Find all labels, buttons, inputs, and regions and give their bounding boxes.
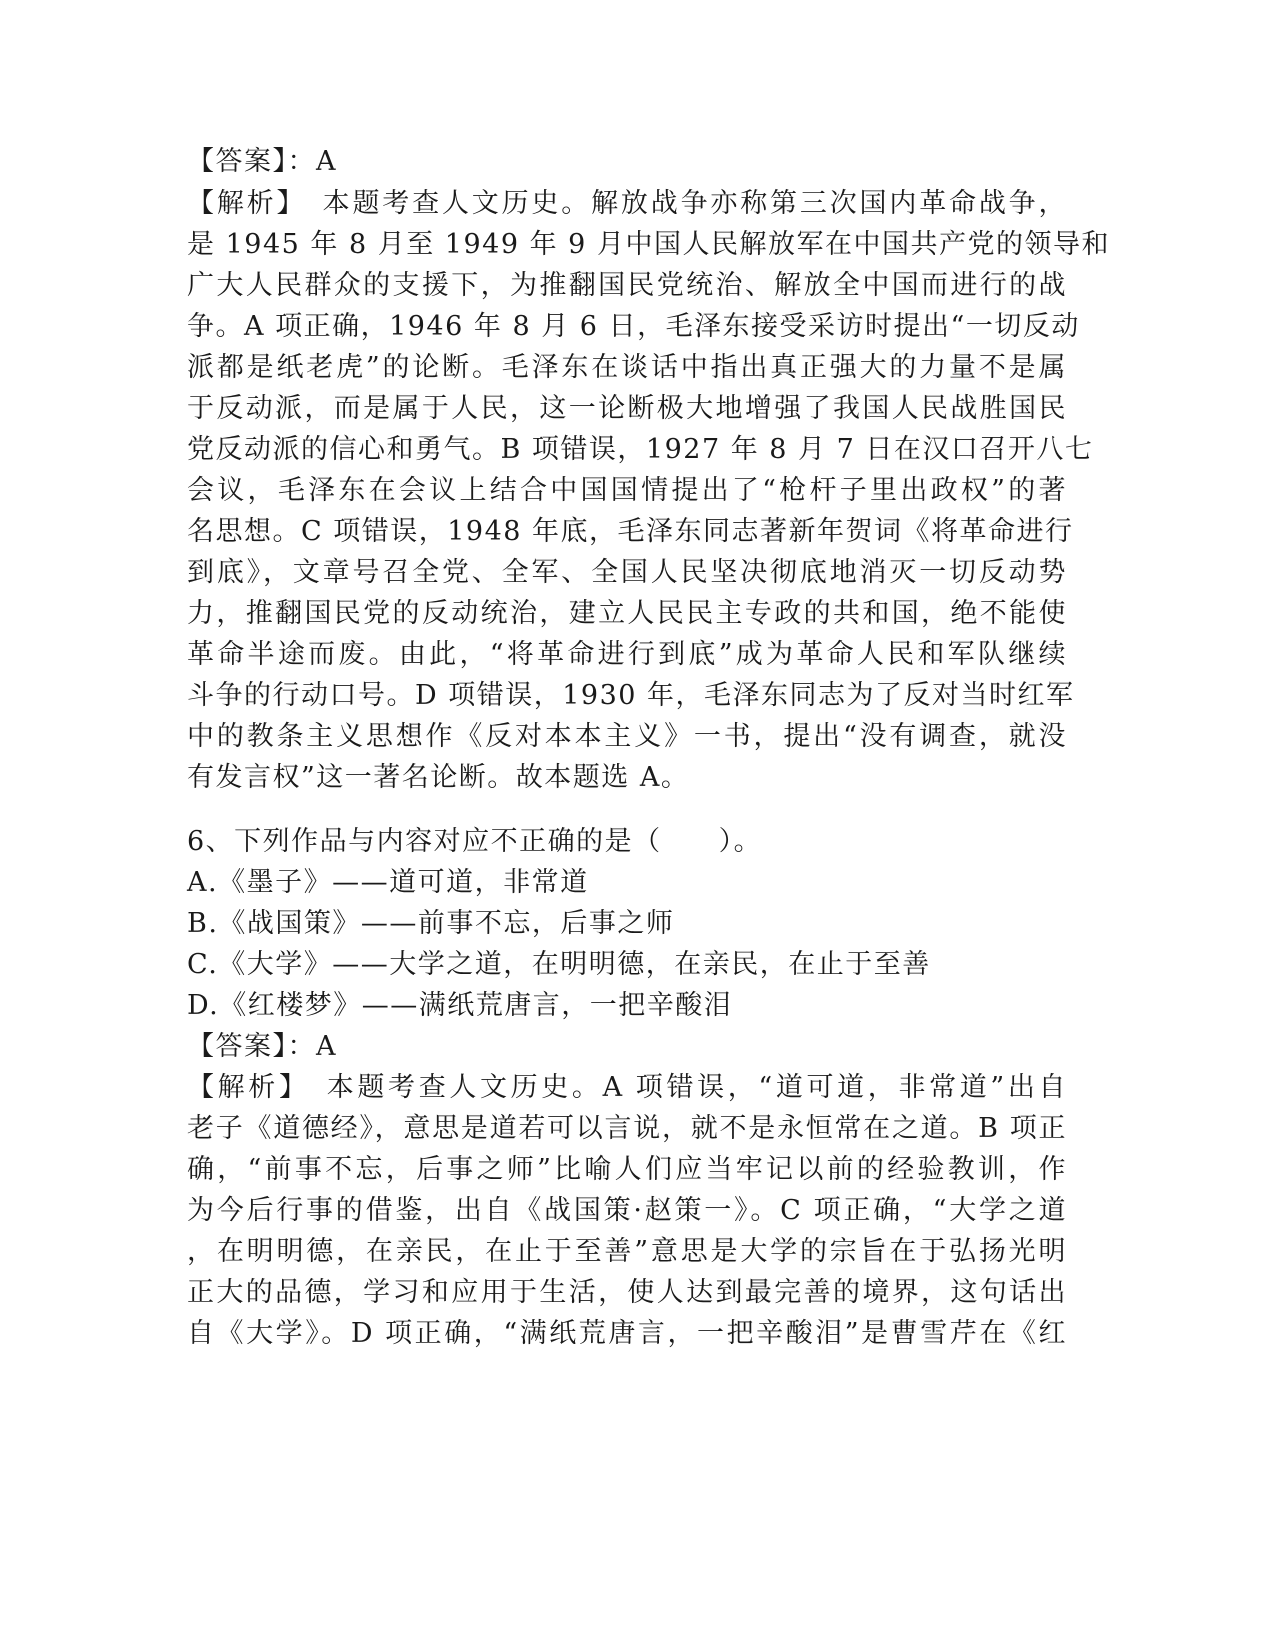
explanation-line: 到底》，文章号召全党、全军、全国人民坚决彻底地消灭一切反动势 [187, 557, 1067, 588]
answer-label-q6: 【答案】：A [187, 1031, 337, 1062]
answer-label-q5: 【答案】：A [187, 146, 337, 177]
option-d: D.《红楼梦》——满纸荒唐言，一把辛酸泪 [187, 990, 733, 1021]
explanation-line: 派都是纸老虎”的论断。毛泽东在谈话中指出真正强大的力量不是属 [187, 352, 1067, 383]
explanation-line: 广大人民群众的支援下，为推翻国民党统治、解放全中国而进行的战 [187, 270, 1067, 301]
explanation-line: 革命半途而废。由此，“将革命进行到底”成为革命人民和军队继续 [187, 639, 1067, 670]
explanation-line: 争。A 项正确，1946 年 8 月 6 日，毛泽东接受采访时提出“一切反动 [187, 311, 1080, 342]
explanation-line: 名思想。C 项错误，1948 年底，毛泽东同志著新年贺词《将革命进行 [187, 516, 1074, 547]
option-c: C.《大学》——大学之道，在明明德，在亲民，在止于至善 [187, 949, 931, 980]
explanation-line: 中的教条主义思想作《反对本本主义》一书，提出“没有调查，就没 [187, 721, 1067, 752]
explanation-line: 是 1945 年 8 月至 1949 年 9 月中国人民解放军在中国共产党的领导和 [187, 229, 1110, 260]
explanation-line: 有发言权”这一著名论断。故本题选 A。 [187, 762, 690, 793]
explanation-line: 于反动派，而是属于人民，这一论断极大地增强了我国人民战胜国民 [187, 393, 1067, 424]
explanation-line: 确，“前事不忘，后事之师”比喻人们应当牢记以前的经验教训，作 [187, 1154, 1067, 1185]
explanation-line: ，在明明德，在亲民，在止于至善”意思是大学的宗旨在于弘扬光明 [187, 1236, 1067, 1267]
explanation-line: 为今后行事的借鉴，出自《战国策·赵策一》。C 项正确，“大学之道 [187, 1195, 1067, 1226]
explanation-line: 老子《道德经》，意思是道若可以言说，就不是永恒常在之道。B 项正 [187, 1113, 1067, 1144]
option-b: B.《战国策》——前事不忘，后事之师 [187, 908, 675, 939]
explanation-line: 【解析】 本题考查人文历史。解放战争亦称第三次国内革命战争， [187, 188, 1067, 219]
explanation-line: 党反动派的信心和勇气。B 项错误，1927 年 8 月 7 日在汉口召开八七 [187, 434, 1094, 465]
explanation-line: 正大的品德，学习和应用于生活，使人达到最完善的境界，这句话出 [187, 1277, 1067, 1308]
explanation-line: 【解析】 本题考查人文历史。A 项错误，“道可道，非常道”出自 [187, 1072, 1067, 1103]
explanation-line: 力，推翻国民党的反动统治，建立人民民主专政的共和国，绝不能使 [187, 598, 1067, 629]
explanation-line: 会议，毛泽东在会议上结合中国国情提出了“枪杆子里出政权”的著 [187, 475, 1067, 506]
question-stem: 6、下列作品与内容对应不正确的是（ ）。 [187, 826, 763, 857]
explanation-line: 自《大学》。D 项正确，“满纸荒唐言，一把辛酸泪”是曹雪芹在《红 [187, 1318, 1067, 1349]
explanation-line: 斗争的行动口号。D 项错误，1930 年，毛泽东同志为了反对当时红军 [187, 680, 1075, 711]
option-a: A.《墨子》——道可道，非常道 [187, 867, 589, 898]
